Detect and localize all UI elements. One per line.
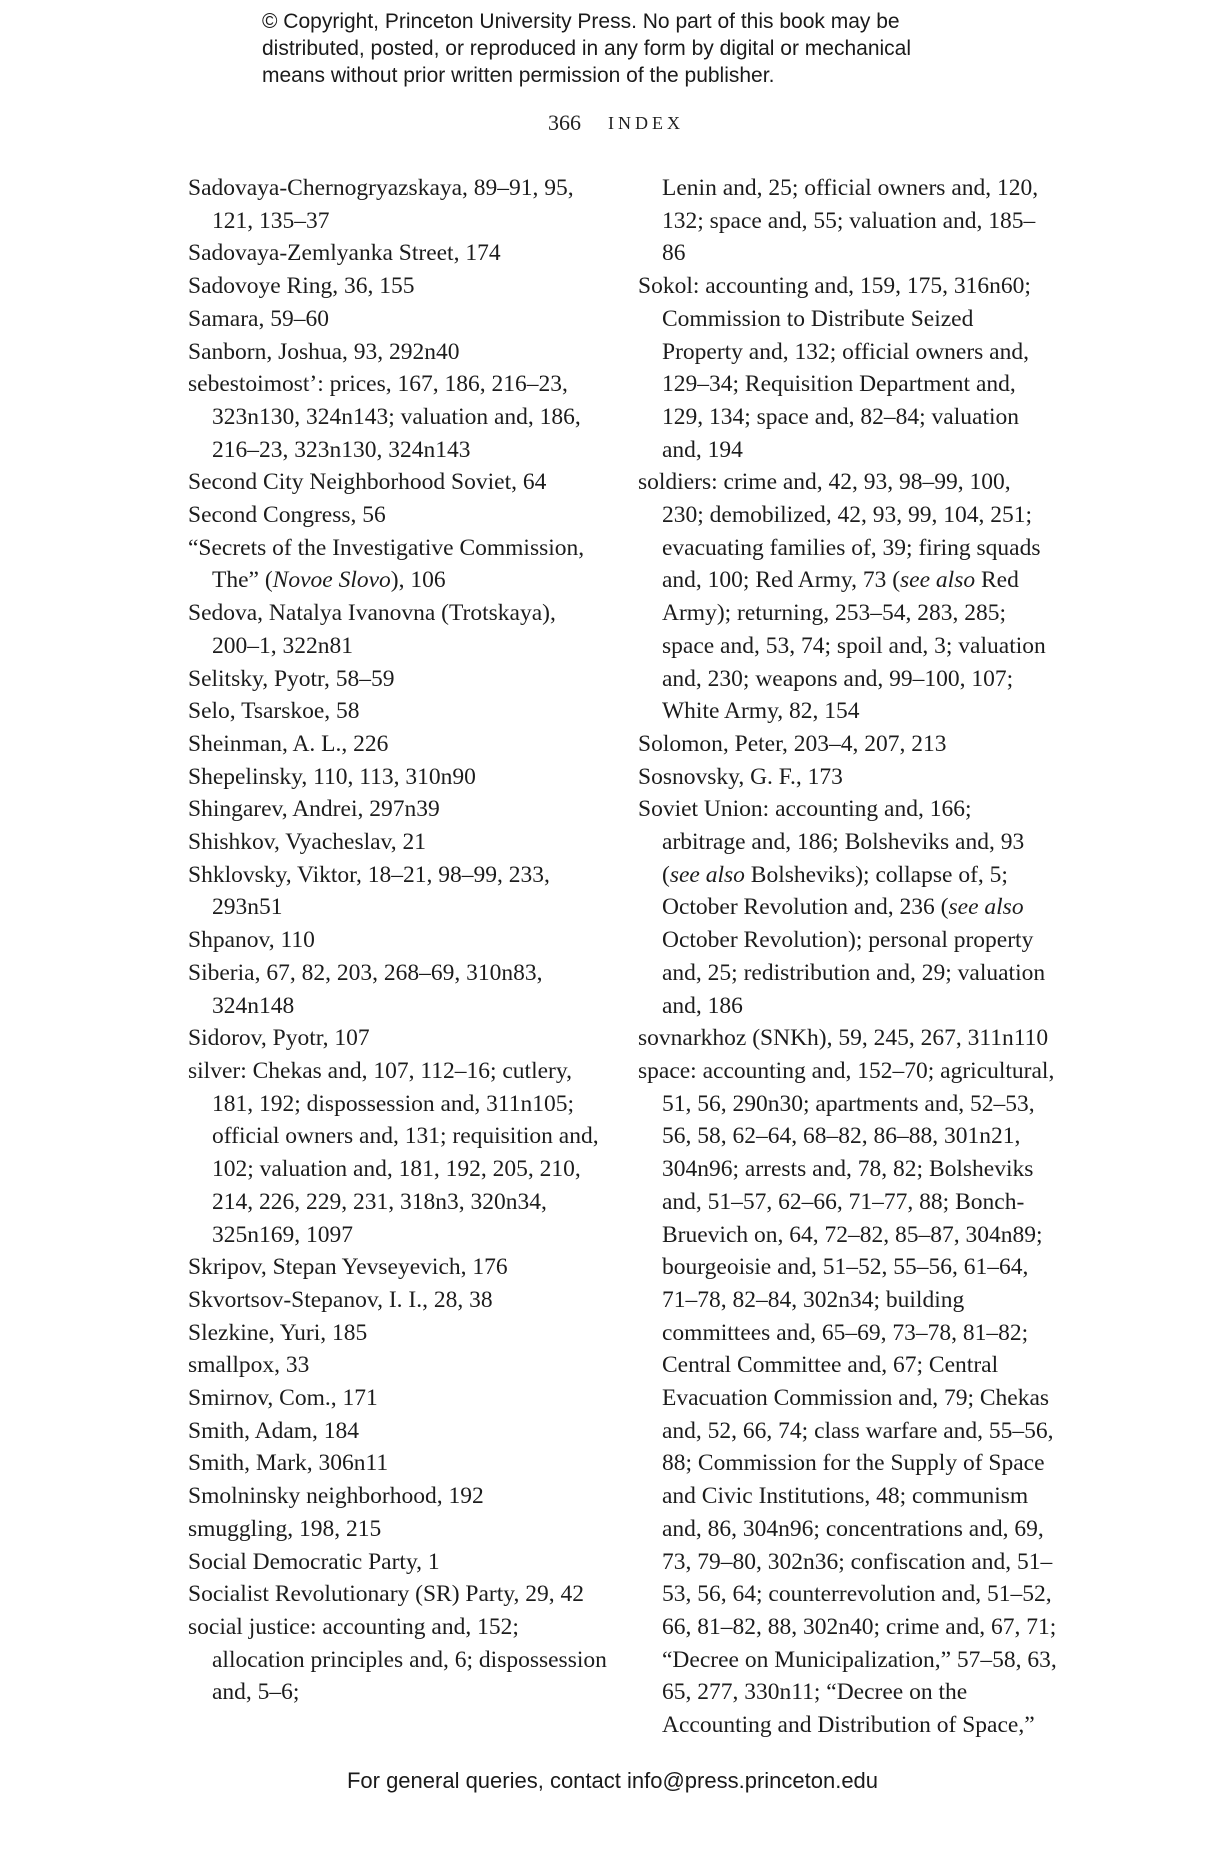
index-entry <box>188 532 608 597</box>
entry-italic: see also <box>669 861 745 888</box>
index-entry-continued: Lenin and, 25; official owners and, 120, 132; space and, 55; valuation and, 185–86 <box>662 175 1039 267</box>
index-entry: Sosnovsky, G. F., 173 <box>638 763 843 790</box>
index-column-right <box>638 172 1058 1742</box>
index-entry: Siberia, 67, 82, 203, 268–69, 310n83, 324n148 <box>188 959 543 1019</box>
index-entry: Sedova, Natalya Ivanovna (Trotskaya), 200–1, 322n81 <box>188 600 556 659</box>
index-entry: smuggling, 198, 215 <box>188 1515 382 1542</box>
page-number: 366 <box>548 110 581 135</box>
index-entry: Samara, 59–60 <box>188 305 329 332</box>
index-entry: Shishkov, Vyacheslav, 21 <box>188 829 427 856</box>
index-entry: Shingarev, Andrei, 297n39 <box>188 796 440 823</box>
index-entry: Sokol: accounting and, 159, 175, 316n60; Commission to Distribute Seized Property and, 132; official owners and, 129–34; Requisition Department and, 129, 134; space and, 82–84; valuation and, 194 <box>638 273 1031 463</box>
entry-text: “Secrets of the Investigative Commission, The” ( <box>188 534 585 594</box>
copyright-notice <box>262 8 1022 89</box>
index-entry: Slezkine, Yuri, 185 <box>188 1319 368 1346</box>
entry-text: soldiers: crime and, 42, 93, 98–99, 100, 230; demobilized, 42, 93, 99, 104, 251; evacuating families of, 39; firing squads and, 100; Red Army, 73 ( <box>638 469 1041 594</box>
index-entry: Skvortsov-Stepanov, I. I., 28, 38 <box>188 1286 493 1313</box>
index-entry: Smith, Adam, 184 <box>188 1417 360 1444</box>
entry-italic: Novoe Slovo <box>272 567 391 594</box>
index-entry: Sanborn, Joshua, 93, 292n40 <box>188 338 460 365</box>
copyright-line: distributed, posted, or reproduced in any form by digital or mechanical <box>262 37 912 60</box>
index-entry: Shepelinsky, 110, 113, 310n90 <box>188 763 476 790</box>
entry-text: Bolsheviks); collapse of, 5; October Revolution and, 236 ( <box>662 861 1008 921</box>
section-title: INDEX <box>608 113 684 133</box>
index-entry: Skripov, Stepan Yevseyevich, 176 <box>188 1254 508 1281</box>
index-entry: Social Democratic Party, 1 <box>188 1548 440 1575</box>
index-entry: space: accounting and, 152–70; agricultural, 51, 56, 290n30; apartments and, 52–53, 56, 58, 62–64, 68–82, 86–88, 301n21, 304n96; arrests and, 78, 82; Bolsheviks and, 51–57, 62–66, 71–77, 88; Bonch-Bruevich on, 64, 72–82, 85–87, 304n89; bourgeoisie and, 51–52, 55–56, 61–64, 71–78, 82–84, 302n34; building committees and, 65–69, 73–78, 81–82; Central Committee and, 67; Central Evacuation Commission and, 79; Chekas and, 52, 66, 74; class warfare and, 55–56, 88; Commission for the Supply of Space and Civic Institutions, 48; communism and, 86, 304n96; concentrations and, 69, 73, 79–80, 302n36; confiscation and, 51–53, 56, 64; counterrevolution and, 51–52, 66, 81–82, 88, 302n40; crime and, 67, 71; “Decree on Municipalization,” 57–58, 63, 65, 277, 330n11; “Decree on the Accounting and Distribution of Space,” <box>638 1057 1057 1739</box>
index-entry: Second Congress, 56 <box>188 502 386 529</box>
index-entry: Selitsky, Pyotr, 58–59 <box>188 665 395 692</box>
index-entry: Sheinman, A. L., 226 <box>188 730 389 757</box>
entry-text: Soviet Union: accounting and, 166; arbitrage and, 186; Bolsheviks and, 93 ( <box>638 796 1025 888</box>
copyright-line: means without prior written permission of the publisher. <box>262 64 775 87</box>
index-column-left <box>188 172 608 1709</box>
entry-italic: see also <box>948 894 1024 921</box>
index-entry <box>638 793 1058 1022</box>
footer-contact: For general queries, contact info@press.princeton.edu <box>346 1768 879 1793</box>
index-entry <box>638 466 1058 728</box>
index-entry: sovnarkhoz (SNKh), 59, 245, 267, 311n110 <box>638 1025 1049 1052</box>
entry-text: Red Army); returning, 253–54, 283, 285; space and, 53, 74; spoil and, 3; valuation and, 230; weapons and, 99–100, 107; White Army, 82, 154 <box>662 567 1046 725</box>
index-entry: Smirnov, Com., 171 <box>188 1385 378 1412</box>
index-entry: Sadovoye Ring, 36, 155 <box>188 273 415 300</box>
index-entry: Sadovaya-Chernogryazskaya, 89–91, 95, 121, 135–37 <box>188 175 574 234</box>
entry-text: ), 106 <box>390 567 446 594</box>
index-entry: smallpox, 33 <box>188 1352 310 1379</box>
index-entry: Second City Neighborhood Soviet, 64 <box>188 469 547 496</box>
index-entry: Smith, Mark, 306n11 <box>188 1450 389 1477</box>
index-entry: Sidorov, Pyotr, 107 <box>188 1025 370 1052</box>
entry-italic: see also <box>900 567 976 594</box>
index-entry: Selo, Tsarskoe, 58 <box>188 698 360 725</box>
index-entry: sebestoimost’: prices, 167, 186, 216–23, 323n130, 324n143; valuation and, 186, 216–23, 323n130, 324n143 <box>188 371 581 463</box>
index-entry: silver: Chekas and, 107, 112–16; cutlery, 181, 192; dispossession and, 311n105; official owners and, 131; requisition and, 102; valuation and, 181, 192, 205, 210, 214, 226, 229, 231, 318n3, 320n34, 325n169, 1097 <box>188 1057 599 1248</box>
index-entry: Socialist Revolutionary (SR) Party, 29, 42 <box>188 1581 584 1608</box>
entry-text: October Revolution); personal property and, 25; redistribution and, 29; valuation and, 186 <box>662 927 1046 1019</box>
index-entry: Smolninsky neighborhood, 192 <box>188 1483 484 1510</box>
copyright-line: © Copyright, Princeton University Press. No part of this book may be <box>262 10 900 33</box>
index-entry: social justice: accounting and, 152; allocation principles and, 6; dispossession and, 5–6; <box>188 1613 607 1706</box>
index-entry: Shklovsky, Viktor, 18–21, 98–99, 233, 293n51 <box>188 861 550 921</box>
running-header <box>0 110 1225 140</box>
index-entry: Shpanov, 110 <box>188 927 315 954</box>
index-entry: Solomon, Peter, 203–4, 207, 213 <box>638 730 947 757</box>
index-entry: Sadovaya-Zemlyanka Street, 174 <box>188 240 501 267</box>
